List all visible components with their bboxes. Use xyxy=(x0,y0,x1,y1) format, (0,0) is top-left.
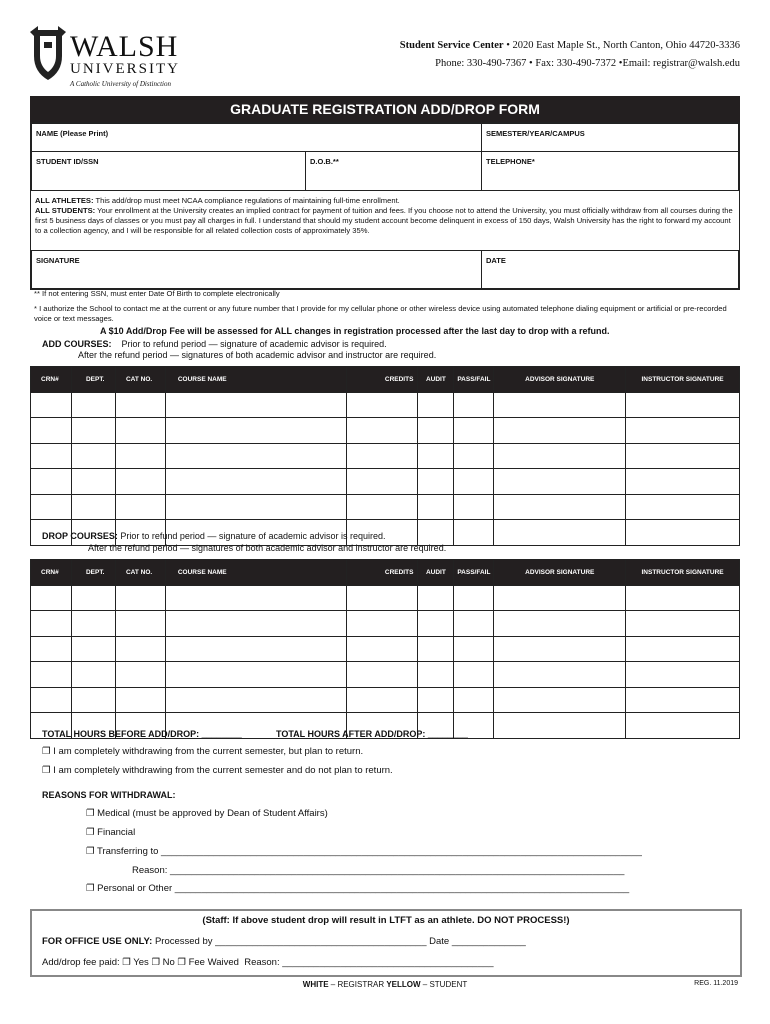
ssn-note: ** If not entering SSN, must enter Date Of Birth to complete electronically xyxy=(34,289,280,298)
col-crn: CRN# xyxy=(31,367,72,393)
walsh-logo xyxy=(30,26,180,92)
table-row xyxy=(31,418,740,444)
logo-sub: UNIVERSITY xyxy=(70,61,180,77)
date-field[interactable]: DATE xyxy=(481,250,739,289)
drop-courses-table xyxy=(30,559,740,739)
office-use-box xyxy=(30,909,742,977)
checkbox-icon[interactable]: ❐ xyxy=(86,883,95,894)
reason-financial[interactable]: ❐ Financial xyxy=(86,827,136,838)
checkbox-icon[interactable]: ❐ xyxy=(86,846,95,857)
name-field[interactable]: NAME (Please Print) xyxy=(31,123,482,152)
header-address: Student Service Center • 2020 East Maple St., North Canton, Ohio 44720-3336 xyxy=(399,40,740,51)
table-row xyxy=(31,392,740,418)
table-row xyxy=(31,443,740,469)
form-title: GRADUATE REGISTRATION ADD/DROP FORM xyxy=(30,96,740,122)
fee-paid-line: Add/drop fee paid: ❐ Yes ❐ No ❐ Fee Waived Reason: ________________________________________ xyxy=(42,957,494,968)
drop-courses-line2: After the refund period — signatures of both academic advisor and instructor are required. xyxy=(88,543,447,553)
table-row xyxy=(31,494,740,520)
student-info-frame xyxy=(30,122,740,290)
reason-medical[interactable]: ❐ Medical (must be approved by Dean of Student Affairs) xyxy=(86,808,328,819)
total-hours-before: TOTAL HOURS BEFORE ADD/DROP: ________ xyxy=(42,729,242,739)
add-courses-line1: ADD COURSES: Prior to refund period — signature of academic advisor is required. xyxy=(42,339,387,349)
checkbox-icon[interactable]: ❐ xyxy=(177,957,186,968)
enrollment-notice: ALL ATHLETES: This add/drop must meet NCAA compliance regulations of maintaining full-time enrollment. ALL STUDENTS: Your enrollment at the University creates an implied contract for payment of tuition and fees. If you choose not to attend the University, you must officially withdraw from all courses during the first 5 business days of classes or you must pay all charges in full. I understand that should my student account become delinquent in excess of 150 days, Walsh University has the right to forward my account to a collection agency, and I will be responsible for all related collection costs of approximately 35%. xyxy=(35,196,733,235)
table-row xyxy=(31,585,740,611)
col-course: COURSE NAME xyxy=(165,560,346,586)
reason-personal[interactable]: ❐ Personal or Other ______________________________________________________________________________________ xyxy=(86,883,630,894)
col-dept: DEPT. xyxy=(71,367,115,393)
telephone-field[interactable]: TELEPHONE* xyxy=(481,151,739,191)
col-dept: DEPT. xyxy=(71,560,115,586)
total-hours-after: TOTAL HOURS AFTER ADD/DROP: ________ xyxy=(276,729,468,739)
semester-field[interactable]: SEMESTER/YEAR/CAMPUS xyxy=(481,123,739,152)
col-passfail: PASS/FAIL xyxy=(454,367,494,393)
checkbox-icon[interactable]: ❐ xyxy=(86,808,95,819)
checkbox-icon[interactable]: ❐ xyxy=(42,746,51,757)
checkbox-icon[interactable]: ❐ xyxy=(42,765,51,776)
table-row xyxy=(31,687,740,713)
reasons-heading: REASONS FOR WITHDRAWAL: xyxy=(42,790,176,800)
col-crn: CRN# xyxy=(31,560,72,586)
col-course: COURSE NAME xyxy=(165,367,346,393)
dob-field[interactable]: D.O.B.** xyxy=(305,151,482,191)
table-row xyxy=(31,662,740,688)
checkbox-icon[interactable]: ❐ xyxy=(151,957,160,968)
col-advisor: ADVISOR SIGNATURE xyxy=(494,367,626,393)
signature-field[interactable]: SIGNATURE xyxy=(31,250,482,289)
checkbox-icon[interactable]: ❐ xyxy=(122,957,131,968)
copy-distribution: WHITE – REGISTRAR YELLOW – STUDENT xyxy=(302,980,468,989)
col-audit: AUDIT xyxy=(418,367,454,393)
office-use-line: FOR OFFICE USE ONLY: Processed by ________________________________________ Date ______________ xyxy=(42,936,526,947)
col-credits: CREDITS xyxy=(346,367,418,393)
crest-icon xyxy=(30,26,66,82)
col-advisor: ADVISOR SIGNATURE xyxy=(494,560,626,586)
reason-transfer[interactable]: ❐ Transferring to ___________________________________________________________________________________________ xyxy=(86,846,642,857)
checkbox-icon[interactable]: ❐ xyxy=(86,827,95,838)
col-instructor: INSTRUCTOR SIGNATURE xyxy=(626,560,740,586)
phone-consent-note: * I authorize the School to contact me at the current or any future number that I provide for my cellular phone or other wireless device using automated telephone dialing equipment or artificial or pre-recorded voice or text messages. xyxy=(34,304,727,323)
col-instructor: INSTRUCTOR SIGNATURE xyxy=(626,367,740,393)
fee-note: A $10 Add/Drop Fee will be assessed for ALL changes in registration processed after the last day to drop with a refund. xyxy=(100,326,610,336)
withdraw-no-return-option[interactable]: ❐ I am completely withdrawing from the current semester and do not plan to return. xyxy=(42,765,393,776)
drop-courses-line1: DROP COURSES: Prior to refund period — signature of academic advisor is required. xyxy=(42,531,386,541)
table-row xyxy=(31,611,740,637)
col-passfail: PASS/FAIL xyxy=(454,560,494,586)
table-row xyxy=(31,469,740,495)
logo-name: WALSH xyxy=(70,30,179,63)
col-credits: CREDITS xyxy=(346,560,418,586)
col-catno: CAT NO. xyxy=(115,560,165,586)
col-catno: CAT NO. xyxy=(115,367,165,393)
col-audit: AUDIT xyxy=(418,560,454,586)
add-courses-table xyxy=(30,366,740,546)
withdraw-return-option[interactable]: ❐ I am completely withdrawing from the current semester, but plan to return. xyxy=(42,746,364,757)
reason-transfer-why[interactable]: Reason: ______________________________________________________________________________________ xyxy=(132,865,625,876)
staff-warning: (Staff: If above student drop will result in LTFT as an athlete. DO NOT PROCESS!) xyxy=(202,915,570,926)
logo-tagline: A Catholic University of Distinction xyxy=(70,80,171,88)
revision-code: REG. 11.2019 xyxy=(694,980,738,987)
add-courses-line2: After the refund period — signatures of both academic advisor and instructor are required. xyxy=(78,350,437,360)
header-contact: Phone: 330-490-7367 • Fax: 330-490-7372 •Email: registrar@walsh.edu xyxy=(435,58,740,69)
table-row xyxy=(31,636,740,662)
student-id-field[interactable]: STUDENT ID/SSN xyxy=(31,151,306,191)
